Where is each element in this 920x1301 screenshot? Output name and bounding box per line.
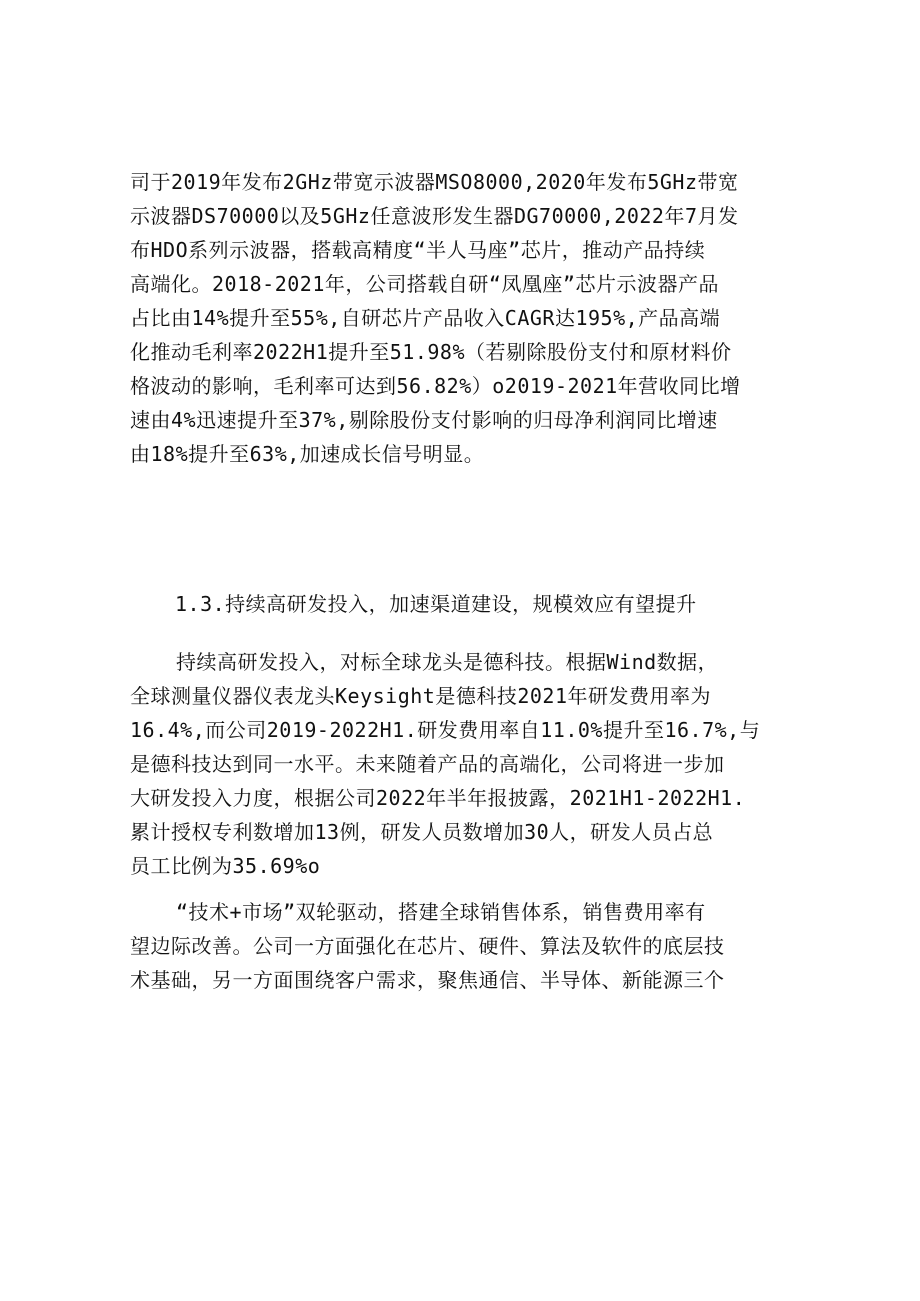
text-line: 化推动毛利率2022H1提升至51.98%（若剔除股份支付和原材料价 — [130, 340, 732, 364]
text-line: 员工比例为35.69%o — [130, 854, 321, 878]
text-line: 大研发投入力度，根据公司2022年半年报披露，2021H1-2022H1. — [130, 786, 746, 810]
text-line: 望边际改善。公司一方面强化在芯片、硬件、算法及软件的底层技 — [130, 934, 725, 958]
text-line: 格波动的影响，毛利率可达到56.82%）o2019-2021年营收同比增 — [130, 374, 741, 398]
text-line: 布HDO系列示波器，搭载高精度“半人马座”芯片，推动产品持续 — [130, 238, 706, 262]
text-line: 由18%提升至63%,加速成长信号明显。 — [130, 442, 485, 466]
text-line: 是德科技达到同一水平。未来随着产品的高端化，公司将进一步加 — [130, 752, 725, 776]
text-line: 占比由14%提升至55%,自研芯片产品收入CAGR达195%,产品高端 — [130, 306, 721, 330]
text-line: “技术+市场”双轮驱动，搭建全球销售体系，销售费用率有 — [176, 900, 706, 924]
text-line: 持续高研发投入，对标全球龙头是德科技。根据Wind数据， — [176, 650, 719, 674]
text-line: 司于2019年发布2GHz带宽示波器MSO8000,2020年发布5GHz带宽 — [130, 170, 739, 194]
paragraph-sales-system — [130, 895, 800, 997]
text-line: 高端化。2018-2021年，公司搭载自研“凤凰座”芯片示波器产品 — [130, 272, 719, 296]
text-line: 术基础，另一方面围绕客户需求，聚焦通信、半导体、新能源三个 — [130, 968, 725, 992]
section-heading: 1.3.持续高研发投入，加速渠道建设，规模效应有望提升 — [175, 592, 697, 616]
text-line: 16.4%,而公司2019-2022H1.研发费用率自11.0%提升至16.7%,与 — [130, 718, 761, 742]
text-line: 全球测量仪器仪表龙头Keysight是德科技2021年研发费用率为 — [130, 684, 711, 708]
text-line: 速由4%迅速提升至37%,剔除股份支付影响的归母净利润同比增速 — [130, 408, 718, 432]
text-line: 累计授权专利数增加13例，研发人员数增加30人，研发人员占总 — [130, 820, 714, 844]
paragraph-rd-investment — [130, 645, 800, 883]
paragraph-oscilloscope-products — [130, 165, 800, 471]
text-line: 示波器DS70000以及5GHz任意波形发生器DG70000,2022年7月发 — [130, 204, 739, 228]
